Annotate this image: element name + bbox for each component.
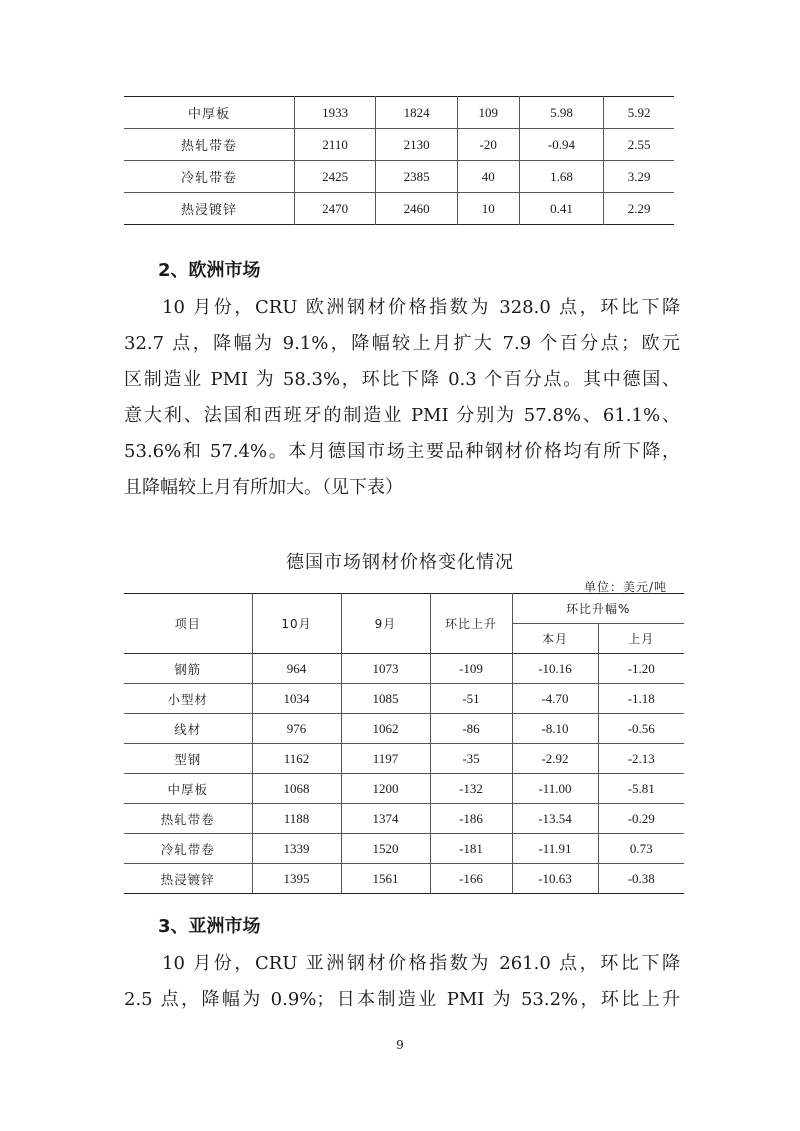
germany-price-table <box>124 593 684 894</box>
cell-value: 1073 <box>341 654 430 684</box>
cell-value: -13.54 <box>512 804 598 834</box>
cell-value: 2385 <box>376 161 457 193</box>
cell-value: 1068 <box>252 774 341 804</box>
cell-item-name: 型钢 <box>124 744 252 774</box>
table-row <box>124 774 684 804</box>
cell-value: 1085 <box>341 684 430 714</box>
cell-value: -166 <box>430 864 512 894</box>
cell-value: 5.92 <box>604 97 674 129</box>
cell-value: -0.94 <box>519 129 604 161</box>
cell-item-name: 热浸镀锌 <box>124 864 252 894</box>
top-price-table <box>124 96 674 225</box>
cell-value: 976 <box>252 714 341 744</box>
cell-value: 3.29 <box>604 161 674 193</box>
cell-value: 1561 <box>341 864 430 894</box>
cell-value: -132 <box>430 774 512 804</box>
cell-value: -0.38 <box>598 864 684 894</box>
cell-value: 0.73 <box>598 834 684 864</box>
cell-value: 10 <box>457 193 519 225</box>
cell-value: -5.81 <box>598 774 684 804</box>
europe-paragraph <box>124 290 680 506</box>
cell-item-name: 冷轧带卷 <box>124 161 294 193</box>
cell-item-name: 线材 <box>124 714 252 744</box>
paragraph-line: 10 月份，CRU 欧洲钢材价格指数为 328.0 点，环比下降 <box>162 297 680 318</box>
cell-value: 2.29 <box>604 193 674 225</box>
cell-item-name: 中厚板 <box>187 107 230 122</box>
cell-value: -20 <box>457 129 519 161</box>
table-row <box>124 684 684 714</box>
cell-value: 1197 <box>341 744 430 774</box>
paragraph-line: 10 月份，CRU 亚洲钢材价格指数为 261.0 点，环比下降 <box>162 953 680 974</box>
cell-value: -186 <box>430 804 512 834</box>
cell-item-name: 热轧带卷 <box>124 129 294 161</box>
paragraph-line: 意大利、法国和西班牙的制造业 PMI 分别为 57.8%、61.1%、 <box>124 405 680 426</box>
table-row <box>124 864 684 894</box>
table-row <box>124 744 684 774</box>
cell-value: 1.68 <box>519 161 604 193</box>
table-row <box>124 714 684 744</box>
cell-value: 1520 <box>341 834 430 864</box>
paragraph-line: 且降幅较上月有所加大。（见下表） <box>124 477 403 498</box>
cell-value: 1062 <box>341 714 430 744</box>
header-sep: 9月 <box>341 594 430 654</box>
section-heading-europe: 2、欧洲市场 <box>158 260 261 281</box>
header-oct: 10月 <box>252 594 341 654</box>
cell-value: -181 <box>430 834 512 864</box>
cell-value: 109 <box>457 97 519 129</box>
cell-value: 0.41 <box>519 193 604 225</box>
cell-value: 2110 <box>294 129 375 161</box>
table-row <box>124 834 684 864</box>
cell-value: 2460 <box>376 193 457 225</box>
header-this-month: 本月 <box>512 624 598 654</box>
cell-value: 1374 <box>341 804 430 834</box>
cell-value: -11.00 <box>512 774 598 804</box>
section-heading-asia: 3、亚洲市场 <box>158 916 261 937</box>
cell-value: -2.92 <box>512 744 598 774</box>
cell-value: 1395 <box>252 864 341 894</box>
cell-value: -10.63 <box>512 864 598 894</box>
asia-paragraph <box>124 946 680 1018</box>
cell-value: -0.56 <box>598 714 684 744</box>
cell-value: -35 <box>430 744 512 774</box>
cell-value: 2470 <box>294 193 375 225</box>
cell-item-name: 小型材 <box>124 684 252 714</box>
cell-value: 1034 <box>252 684 341 714</box>
cell-value: 2130 <box>376 129 457 161</box>
cell-value: -109 <box>430 654 512 684</box>
cell-item-name: 热浸镀锌 <box>124 193 294 225</box>
cell-value: -1.20 <box>598 654 684 684</box>
page-number: 9 <box>396 1038 404 1052</box>
table-caption: 德国市场钢材价格变化情况 <box>286 552 514 573</box>
paragraph-line: 53.6%和 57.4%。本月德国市场主要品种钢材价格均有所下降， <box>124 441 680 462</box>
table-unit: 单位：美元/吨 <box>584 580 668 594</box>
header-mom-rise: 环比上升 <box>430 594 512 654</box>
cell-value: 1339 <box>252 834 341 864</box>
paragraph-line: 2.5 点，降幅为 0.9%；日本制造业 PMI 为 53.2%，环比上升 <box>124 989 680 1010</box>
cell-value: -0.29 <box>598 804 684 834</box>
table-row <box>124 97 674 129</box>
cell-value: -10.16 <box>512 654 598 684</box>
header-mom-pct: 环比升幅% <box>512 594 684 624</box>
cell-value: -2.13 <box>598 744 684 774</box>
table-row <box>124 193 674 225</box>
cell-value: -8.10 <box>512 714 598 744</box>
table-row <box>124 804 684 834</box>
cell-value: 1933 <box>294 97 375 129</box>
cell-value: 2425 <box>294 161 375 193</box>
cell-value: -4.70 <box>512 684 598 714</box>
table-row <box>124 129 674 161</box>
paragraph-line: 区制造业 PMI 为 58.3%，环比下降 0.3 个百分点。其中德国、 <box>124 369 680 390</box>
cell-value: 1188 <box>252 804 341 834</box>
cell-value: -86 <box>430 714 512 744</box>
header-last-month: 上月 <box>598 624 684 654</box>
cell-value: 2.55 <box>604 129 674 161</box>
cell-item-name: 中厚板 <box>124 774 252 804</box>
cell-value: 1162 <box>252 744 341 774</box>
cell-item-name: 冷轧带卷 <box>124 834 252 864</box>
header-item: 项目 <box>174 617 201 631</box>
cell-item-name: 热轧带卷 <box>124 804 252 834</box>
cell-value: 1200 <box>341 774 430 804</box>
cell-value: 964 <box>252 654 341 684</box>
cell-value: 1824 <box>376 97 457 129</box>
table-row <box>124 161 674 193</box>
cell-item-name: 钢筋 <box>124 654 252 684</box>
cell-value: 5.98 <box>519 97 604 129</box>
cell-value: 40 <box>457 161 519 193</box>
cell-value: -1.18 <box>598 684 684 714</box>
table-row <box>124 654 684 684</box>
cell-value: -51 <box>430 684 512 714</box>
paragraph-line: 32.7 点，降幅为 9.1%，降幅较上月扩大 7.9 个百分点；欧元 <box>124 333 680 354</box>
cell-value: -11.91 <box>512 834 598 864</box>
